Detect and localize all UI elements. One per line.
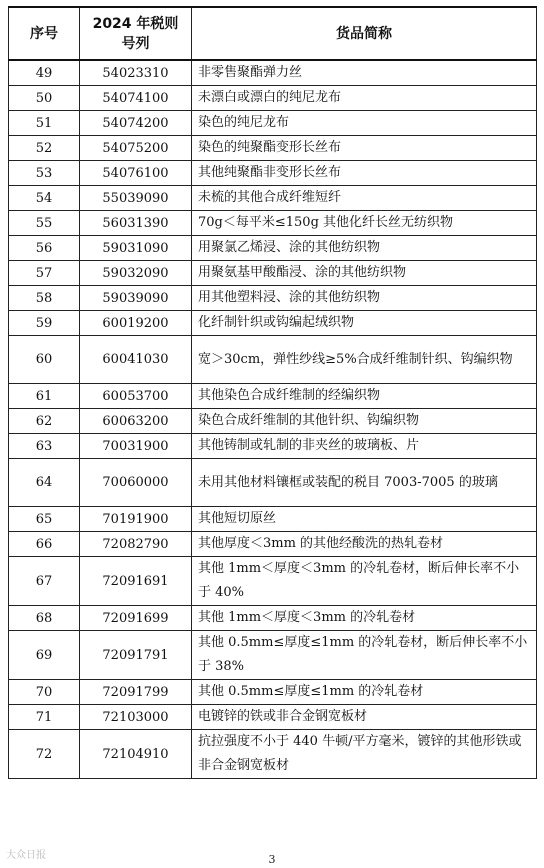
table-row	[9, 532, 537, 557]
row-serial-number: 52	[9, 136, 80, 161]
table-row	[9, 311, 537, 336]
row-goods-name: 抗拉强度不小于 440 牛顿/平方毫米，镀锌的其他形铁或非合金钢宽板材	[192, 730, 537, 779]
header-tariff-code: 2024 年税则号列	[80, 7, 192, 60]
row-goods-name: 其他短切原丝	[192, 507, 537, 532]
row-tariff-code: 60063200	[80, 409, 192, 434]
table-row	[9, 136, 537, 161]
row-tariff-code: 54074100	[80, 86, 192, 111]
row-tariff-code: 60041030	[80, 336, 192, 384]
row-serial-number: 50	[9, 86, 80, 111]
row-goods-name: 染色合成纤维制的其他针织、钩编织物	[192, 409, 537, 434]
row-serial-number: 58	[9, 286, 80, 311]
row-goods-name: 其他 1mm＜厚度＜3mm 的冷轧卷材	[192, 606, 537, 631]
row-goods-name: 其他 0.5mm≤厚度≤1mm 的冷轧卷材，断后伸长率不小于 38%	[192, 631, 537, 680]
row-serial-number: 63	[9, 434, 80, 459]
row-goods-name: 其他 0.5mm≤厚度≤1mm 的冷轧卷材	[192, 680, 537, 705]
table-row	[9, 111, 537, 136]
row-goods-name: 电镀锌的铁或非合金钢宽板材	[192, 705, 537, 730]
row-serial-number: 68	[9, 606, 80, 631]
row-goods-name: 其他厚度＜3mm 的其他经酸洗的热轧卷材	[192, 532, 537, 557]
table-row	[9, 86, 537, 111]
row-serial-number: 59	[9, 311, 80, 336]
row-serial-number: 57	[9, 261, 80, 286]
row-serial-number: 49	[9, 60, 80, 86]
table-header-row	[9, 7, 537, 60]
row-goods-name: 用聚氯乙烯浸、涂的其他纺织物	[192, 236, 537, 261]
row-serial-number: 60	[9, 336, 80, 384]
row-tariff-code: 72091799	[80, 680, 192, 705]
table-row	[9, 261, 537, 286]
row-goods-name: 其他纯聚酯非变形长丝布	[192, 161, 537, 186]
row-serial-number: 66	[9, 532, 80, 557]
row-serial-number: 62	[9, 409, 80, 434]
row-tariff-code: 70031900	[80, 434, 192, 459]
row-tariff-code: 72091691	[80, 557, 192, 606]
row-serial-number: 54	[9, 186, 80, 211]
table-row	[9, 705, 537, 730]
table-row	[9, 60, 537, 86]
table-row	[9, 730, 537, 779]
row-goods-name: 染色的纯尼龙布	[192, 111, 537, 136]
row-serial-number: 70	[9, 680, 80, 705]
table-row	[9, 186, 537, 211]
row-tariff-code: 72103000	[80, 705, 192, 730]
row-goods-name: 未漂白或漂白的纯尼龙布	[192, 86, 537, 111]
header-serial-number: 序号	[9, 7, 80, 60]
row-serial-number: 55	[9, 211, 80, 236]
row-goods-name: 用聚氨基甲酸酯浸、涂的其他纺织物	[192, 261, 537, 286]
row-serial-number: 71	[9, 705, 80, 730]
row-serial-number: 72	[9, 730, 80, 779]
row-serial-number: 67	[9, 557, 80, 606]
row-serial-number: 61	[9, 384, 80, 409]
table-row	[9, 631, 537, 680]
table-body	[9, 60, 537, 779]
row-tariff-code: 72104910	[80, 730, 192, 779]
row-serial-number: 51	[9, 111, 80, 136]
row-tariff-code: 59039090	[80, 286, 192, 311]
row-serial-number: 65	[9, 507, 80, 532]
row-goods-name: 其他铸制或轧制的非夹丝的玻璃板、片	[192, 434, 537, 459]
table-row	[9, 459, 537, 507]
table-row	[9, 336, 537, 384]
row-tariff-code: 54076100	[80, 161, 192, 186]
row-tariff-code: 59032090	[80, 261, 192, 286]
tariff-table	[8, 6, 537, 779]
row-goods-name: 未用其他材料镶框或装配的税目 7003-7005 的玻璃	[192, 459, 537, 507]
table-row	[9, 507, 537, 532]
table-row	[9, 161, 537, 186]
row-tariff-code: 70060000	[80, 459, 192, 507]
row-goods-name: 其他 1mm＜厚度＜3mm 的冷轧卷材，断后伸长率不小于 40%	[192, 557, 537, 606]
row-tariff-code: 54023310	[80, 60, 192, 86]
row-tariff-code: 54074200	[80, 111, 192, 136]
row-tariff-code: 54075200	[80, 136, 192, 161]
row-goods-name: 未梳的其他合成纤维短纤	[192, 186, 537, 211]
table-row	[9, 211, 537, 236]
table-row	[9, 286, 537, 311]
row-goods-name: 其他染色合成纤维制的经编织物	[192, 384, 537, 409]
row-tariff-code: 60053700	[80, 384, 192, 409]
table-row	[9, 557, 537, 606]
table-row	[9, 409, 537, 434]
row-goods-name: 70g＜每平米≤150g 其他化纤长丝无纺织物	[192, 211, 537, 236]
row-serial-number: 69	[9, 631, 80, 680]
row-tariff-code: 56031390	[80, 211, 192, 236]
row-serial-number: 53	[9, 161, 80, 186]
row-tariff-code: 55039090	[80, 186, 192, 211]
row-tariff-code: 60019200	[80, 311, 192, 336]
row-goods-name: 非零售聚酯弹力丝	[192, 60, 537, 86]
watermark: 大众日报	[6, 850, 46, 861]
row-tariff-code: 72091699	[80, 606, 192, 631]
row-tariff-code: 59031090	[80, 236, 192, 261]
row-tariff-code: 70191900	[80, 507, 192, 532]
table-row	[9, 680, 537, 705]
table-row	[9, 434, 537, 459]
row-serial-number: 64	[9, 459, 80, 507]
table-row	[9, 384, 537, 409]
table-row	[9, 236, 537, 261]
row-goods-name: 用其他塑料浸、涂的其他纺织物	[192, 286, 537, 311]
header-goods-name: 货品简称	[192, 7, 537, 60]
row-tariff-code: 72091791	[80, 631, 192, 680]
page-number: 3	[268, 853, 276, 866]
table-row	[9, 606, 537, 631]
row-serial-number: 56	[9, 236, 80, 261]
row-goods-name: 染色的纯聚酯变形长丝布	[192, 136, 537, 161]
row-goods-name: 化纤制针织或钩编起绒织物	[192, 311, 537, 336]
row-goods-name: 宽＞30cm，弹性纱线≥5%合成纤维制针织、钩编织物	[192, 336, 537, 384]
row-tariff-code: 72082790	[80, 532, 192, 557]
